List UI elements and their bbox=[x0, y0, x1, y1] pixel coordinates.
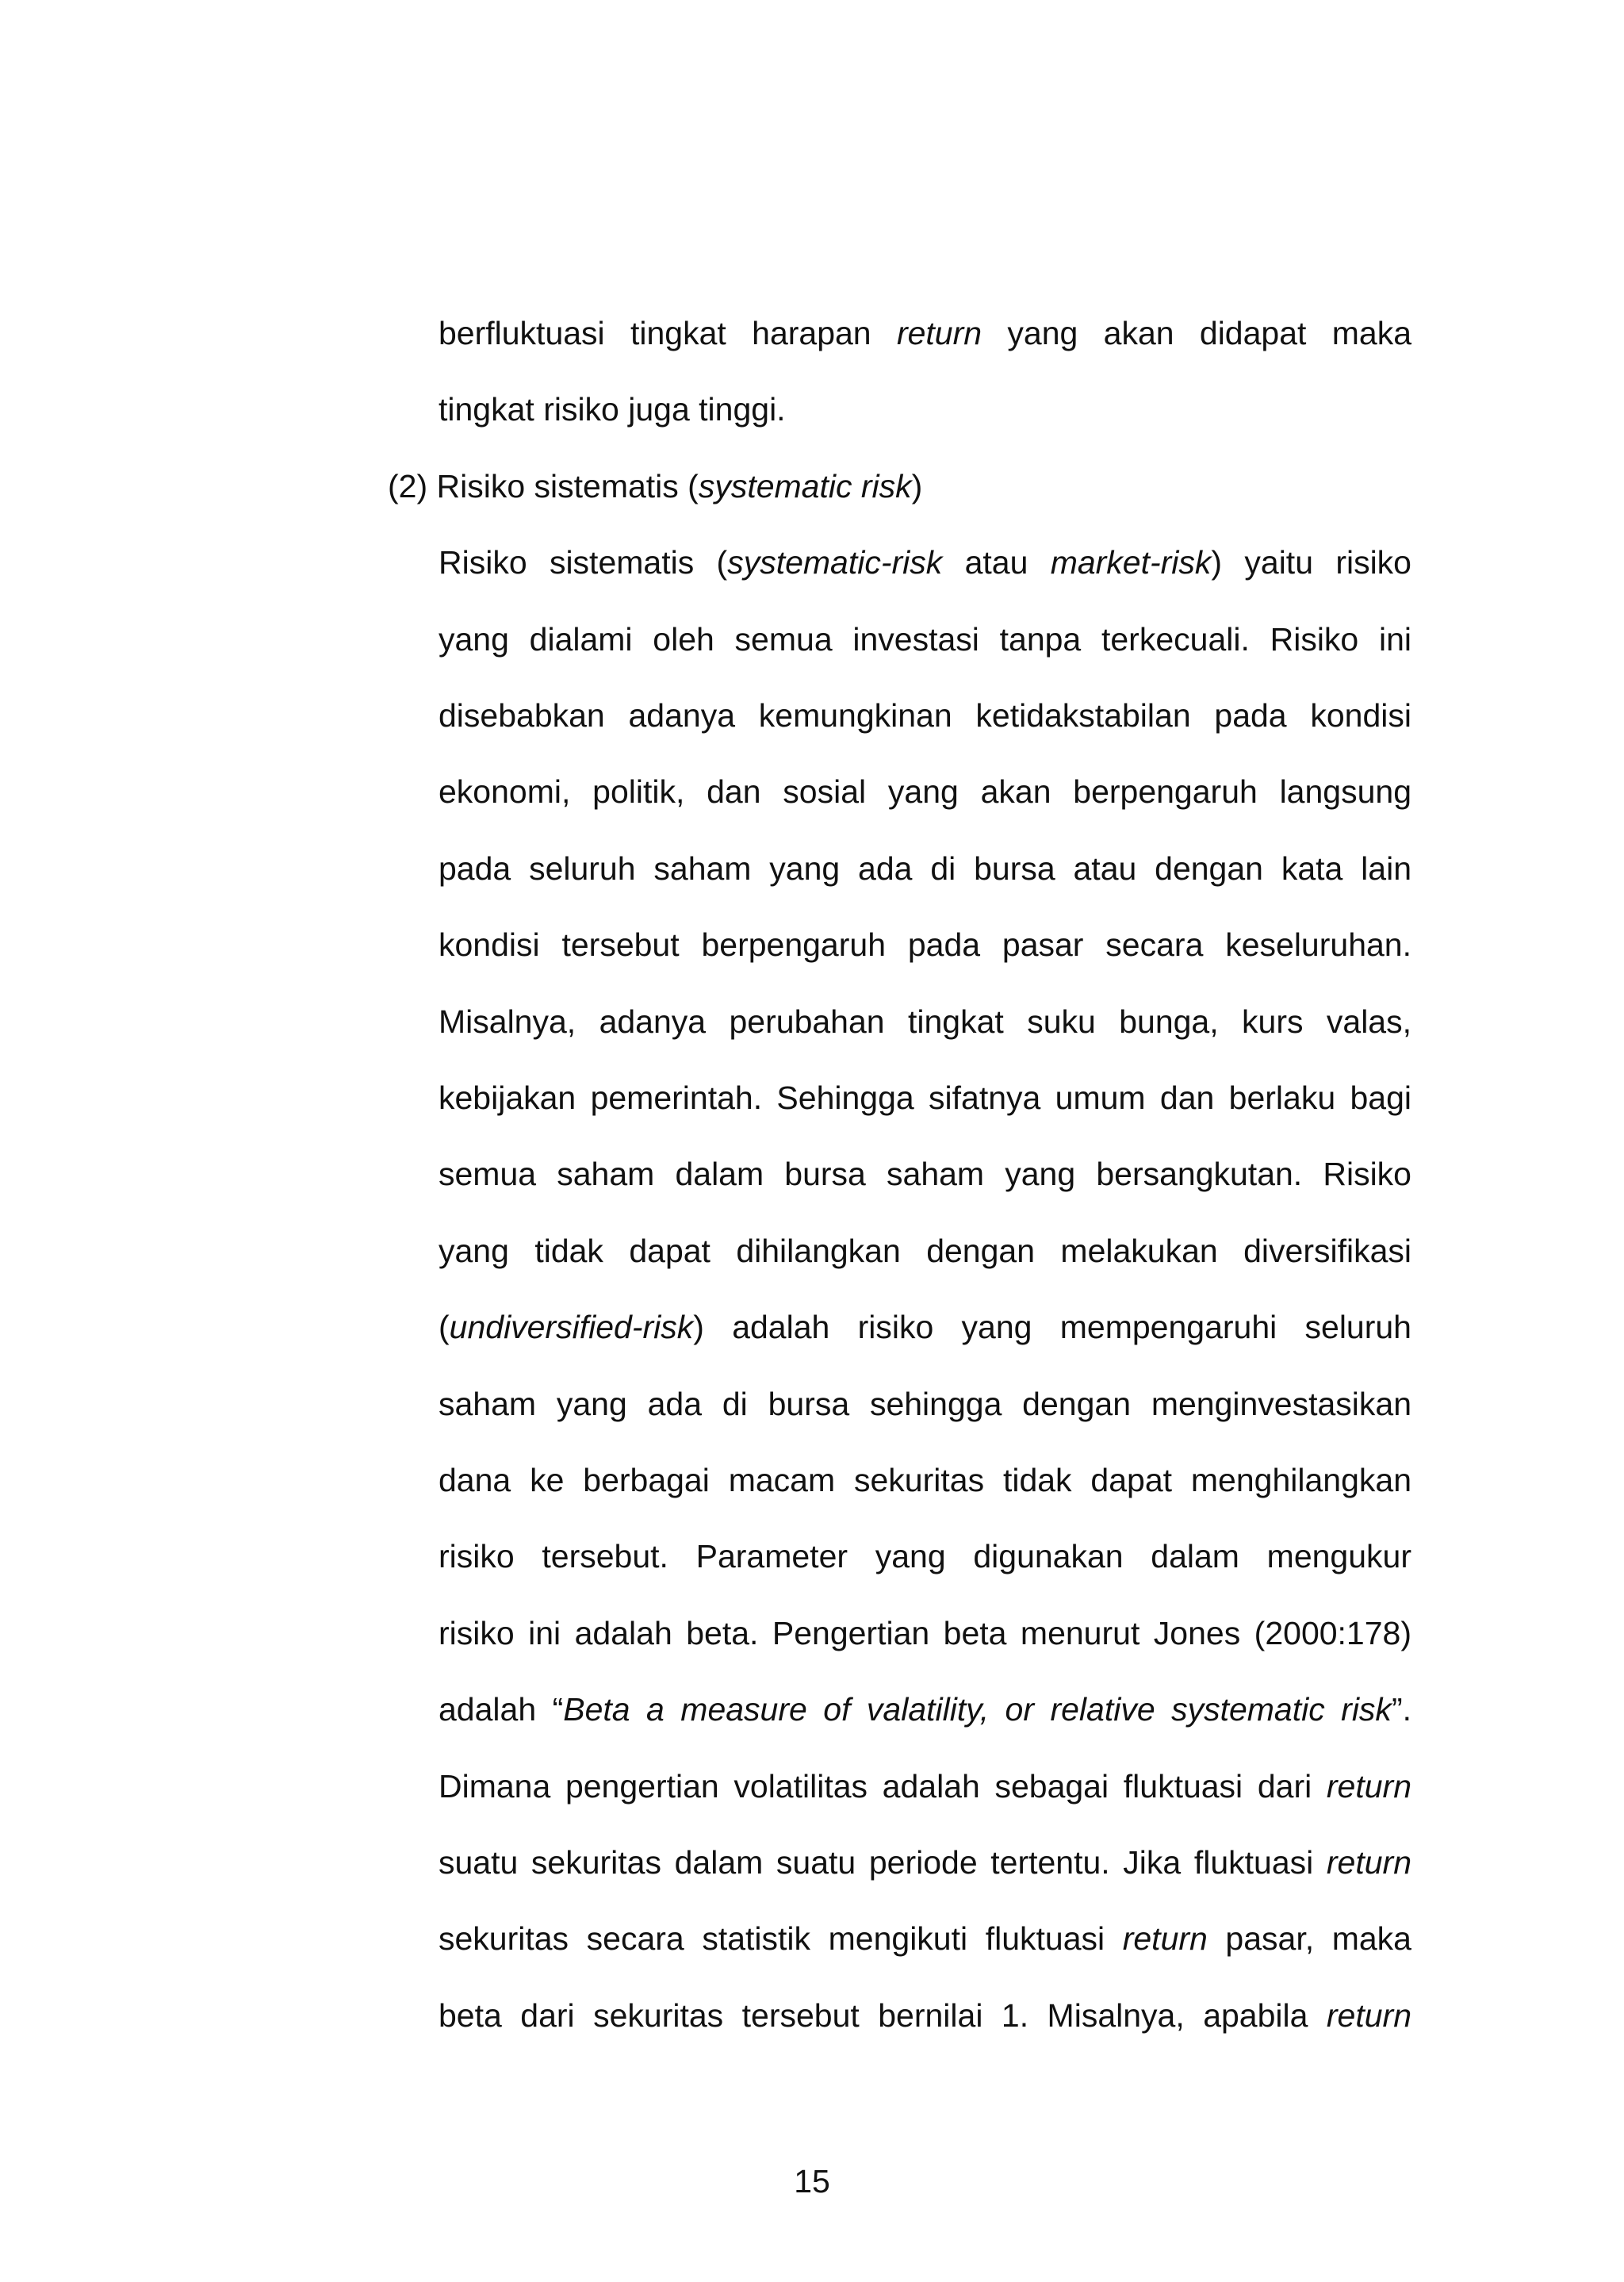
text-line bbox=[439, 984, 1411, 1060]
text-segment: Dimana pengertian volatilitas adalah sebagai fluktuasi dari bbox=[439, 1768, 1327, 1805]
text-segment: risiko ini adalah beta. Pengertian beta menurut Jones (2000:178) bbox=[439, 1615, 1411, 1651]
text-segment: pasar, maka bbox=[1207, 1920, 1411, 1957]
italic-term: return bbox=[1122, 1920, 1208, 1957]
text-segment: (2) Risiko sistematis ( bbox=[388, 468, 699, 504]
italic-term: undiversified-risk bbox=[449, 1309, 694, 1345]
text-segment: sekuritas secara statistik mengikuti fluktuasi bbox=[439, 1920, 1123, 1957]
italic-term: return bbox=[896, 315, 982, 351]
text-line bbox=[439, 830, 1411, 907]
text-segment: beta dari sekuritas tersebut bernilai 1. Misalnya, apabila bbox=[439, 1997, 1327, 2034]
italic-term: return bbox=[1326, 1844, 1411, 1881]
italic-term: return bbox=[1326, 1997, 1411, 2034]
text-line bbox=[439, 1671, 1411, 1747]
text-segment: suatu sekuritas dalam suatu periode tertentu. Jika fluktuasi bbox=[439, 1844, 1327, 1881]
text-line bbox=[439, 1595, 1411, 1671]
text-segment: dana ke berbagai macam sekuritas tidak dapat menghilangkan bbox=[439, 1462, 1411, 1498]
text-line bbox=[439, 601, 1411, 677]
italic-term: return bbox=[1326, 1768, 1411, 1805]
text-line bbox=[439, 524, 1411, 600]
text-line bbox=[439, 1900, 1411, 1977]
text-line bbox=[439, 1748, 1411, 1824]
text-segment: kondisi tersebut berpengaruh pada pasar secara keseluruhan. bbox=[439, 926, 1411, 963]
text-line bbox=[439, 1213, 1411, 1289]
text-segment: kebijakan pemerintah. Sehingga sifatnya umum dan berlaku bagi bbox=[439, 1080, 1411, 1116]
text-segment: risiko tersebut. Parameter yang digunakan dalam mengukur bbox=[439, 1538, 1411, 1574]
text-line bbox=[439, 907, 1411, 983]
text-segment: pada seluruh saham yang ada di bursa atau dengan kata lain bbox=[439, 850, 1411, 887]
text-segment: tingkat risiko juga tinggi. bbox=[439, 391, 786, 428]
text-line bbox=[439, 677, 1411, 754]
text-line bbox=[439, 1366, 1411, 1442]
text-line bbox=[439, 1442, 1411, 1518]
page-number: 15 bbox=[794, 2163, 830, 2200]
text-segment: Misalnya, adanya perubahan tingkat suku bunga, kurs valas, bbox=[439, 1003, 1411, 1040]
text-segment: berfluktuasi tingkat harapan bbox=[439, 315, 897, 351]
italic-term: Beta a measure of valatility, or relative systematic risk bbox=[563, 1691, 1392, 1728]
text-segment: ( bbox=[439, 1309, 450, 1345]
text-segment: yang akan didapat maka bbox=[982, 315, 1411, 351]
text-segment: atau bbox=[942, 544, 1051, 581]
text-segment: ) yaitu risiko bbox=[1211, 544, 1411, 581]
section-heading bbox=[388, 448, 1361, 524]
text-line bbox=[439, 1518, 1411, 1594]
text-line bbox=[439, 1136, 1411, 1212]
text-segment: ) adalah risiko yang mempengaruhi seluruh bbox=[693, 1309, 1411, 1345]
text-line bbox=[439, 754, 1411, 830]
text-line bbox=[439, 295, 1411, 371]
text-segment: Risiko sistematis ( bbox=[439, 544, 728, 581]
text-line bbox=[439, 1289, 1411, 1365]
text-segment: semua saham dalam bursa saham yang bersangkutan. Risiko bbox=[439, 1156, 1411, 1192]
text-line bbox=[439, 1060, 1411, 1136]
text-segment: saham yang ada di bursa sehingga dengan menginvestasikan bbox=[439, 1386, 1411, 1422]
italic-term: systematic risk bbox=[698, 468, 912, 504]
text-line bbox=[439, 1824, 1411, 1900]
italic-term: systematic-risk bbox=[727, 544, 943, 581]
text-segment: ekonomi, politik, dan sosial yang akan berpengaruh langsung bbox=[439, 773, 1411, 810]
text-segment: yang tidak dapat dihilangkan dengan melakukan diversifikasi bbox=[439, 1233, 1411, 1269]
text-segment: yang dialami oleh semua investasi tanpa terkecuali. Risiko ini bbox=[439, 621, 1411, 658]
italic-term: market-risk bbox=[1050, 544, 1212, 581]
text-line bbox=[439, 371, 1411, 447]
text-segment: ) bbox=[911, 468, 923, 504]
text-line bbox=[439, 1977, 1411, 2054]
text-segment: disebabkan adanya kemungkinan ketidakstabilan pada kondisi bbox=[439, 697, 1411, 734]
text-segment: adalah “ bbox=[439, 1691, 564, 1728]
text-segment: ”. bbox=[1391, 1691, 1411, 1728]
